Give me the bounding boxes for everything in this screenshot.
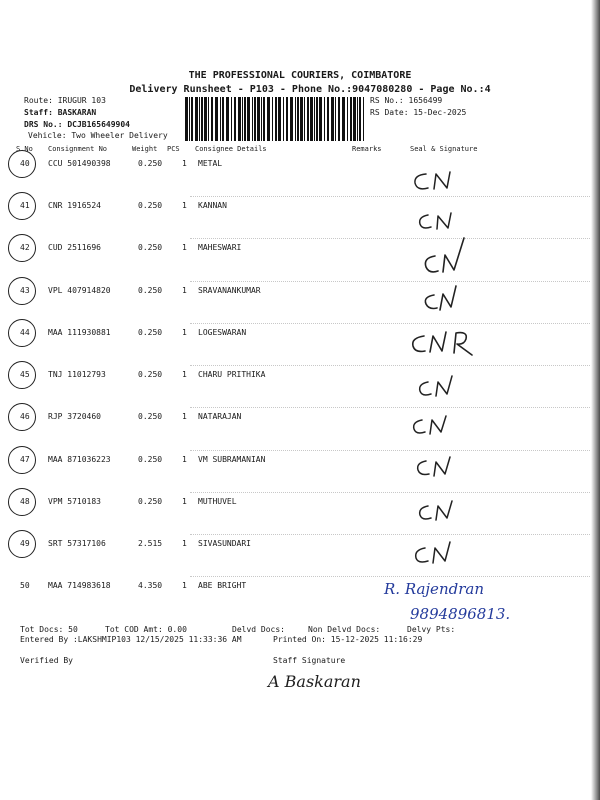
col-weight: Weight bbox=[132, 145, 158, 153]
row-pcs: 1 bbox=[182, 539, 187, 548]
drs-number: DRS No.: DCJB165649904 bbox=[24, 120, 130, 129]
non-delivered-docs: Non Delvd Docs: bbox=[308, 625, 381, 634]
row-weight: 2.515 bbox=[138, 539, 163, 548]
scan-top-border bbox=[0, 0, 600, 4]
row-weight: 0.250 bbox=[138, 455, 163, 464]
row-sno: 47 bbox=[20, 455, 30, 464]
col-consignment: Consignment No bbox=[48, 145, 108, 153]
row-consignee: KANNAN bbox=[198, 201, 227, 210]
table-row bbox=[0, 159, 600, 199]
row-sno: 43 bbox=[20, 286, 30, 295]
row-pcs: 1 bbox=[182, 328, 187, 337]
svg-text:R. Rajendran: R. Rajendran bbox=[384, 580, 484, 598]
row-sno: 40 bbox=[20, 159, 30, 168]
row-separator bbox=[190, 281, 590, 282]
table-row bbox=[0, 412, 600, 452]
vehicle-label: Vehicle: Two Wheeler Delivery bbox=[28, 131, 168, 140]
row-separator bbox=[190, 196, 590, 197]
handwritten-signature bbox=[408, 410, 458, 438]
staff-label: Staff: BASKARAN bbox=[24, 108, 97, 117]
svg-text:A Baskaran: A Baskaran bbox=[268, 672, 361, 691]
row-sno: 45 bbox=[20, 370, 30, 379]
row-consignment: VPL 407914820 bbox=[48, 286, 111, 295]
row-consignee: CHARU PRITHIKA bbox=[198, 370, 266, 379]
row-consignment: MAA 714983618 bbox=[48, 581, 111, 590]
row-sno: 49 bbox=[20, 539, 30, 548]
row-separator bbox=[190, 365, 590, 366]
row-weight: 0.250 bbox=[138, 412, 163, 421]
row-weight: 0.250 bbox=[138, 243, 163, 252]
printed-on: Printed On: 15-12-2025 11:16:29 bbox=[273, 635, 423, 644]
row-separator bbox=[190, 407, 590, 408]
handwritten-signature bbox=[414, 372, 464, 400]
row-weight: 0.250 bbox=[138, 497, 163, 506]
row-consignee: SIVASUNDARI bbox=[198, 539, 251, 548]
table-row bbox=[0, 455, 600, 495]
verified-by-label: Verified By bbox=[20, 656, 73, 665]
row-sno: 46 bbox=[20, 412, 30, 421]
col-sno: S.No bbox=[16, 145, 33, 153]
blue-ink-signature bbox=[382, 576, 544, 624]
col-remarks: Remarks bbox=[352, 145, 382, 153]
table-row bbox=[0, 497, 600, 537]
row-consignment: MAA 871036223 bbox=[48, 455, 111, 464]
row-consignment: CNR 1916524 bbox=[48, 201, 101, 210]
table-row bbox=[0, 370, 600, 410]
rs-number: RS No.: 1656499 bbox=[370, 96, 443, 105]
row-sno: 41 bbox=[20, 201, 30, 210]
row-pcs: 1 bbox=[182, 412, 187, 421]
delivered-docs: Delvd Docs: bbox=[232, 625, 285, 634]
row-consignee: LOGESWARAN bbox=[198, 328, 247, 337]
row-pcs: 1 bbox=[182, 455, 187, 464]
barcode bbox=[183, 97, 366, 141]
row-consignee: VM SUBRAMANIAN bbox=[198, 455, 266, 464]
row-consignment: CUD 2511696 bbox=[48, 243, 101, 252]
row-consignee: MAHESWARI bbox=[198, 243, 242, 252]
col-consignee: Consignee Details bbox=[195, 145, 267, 153]
row-weight: 4.350 bbox=[138, 581, 163, 590]
row-pcs: 1 bbox=[182, 370, 187, 379]
total-cod: Tot COD Amt: 0.00 bbox=[105, 625, 187, 634]
route-label: Route: IRUGUR 103 bbox=[24, 96, 106, 105]
row-sno: 50 bbox=[20, 581, 30, 590]
row-pcs: 1 bbox=[182, 497, 187, 506]
row-consignment: TNJ 11012793 bbox=[48, 370, 106, 379]
table-row bbox=[0, 286, 600, 326]
row-consignee: METAL bbox=[198, 159, 223, 168]
table-row bbox=[0, 328, 600, 368]
handwritten-signature bbox=[410, 168, 460, 194]
rs-date: RS Date: 15-Dec-2025 bbox=[370, 108, 467, 117]
handwritten-signature bbox=[420, 284, 470, 314]
row-consignee: NATARAJAN bbox=[198, 412, 242, 421]
row-consignee: SRAVANANKUMAR bbox=[198, 286, 261, 295]
handwritten-signature bbox=[408, 327, 488, 359]
row-consignee: MUTHUVEL bbox=[198, 497, 237, 506]
svg-text:9894896813.: 9894896813. bbox=[410, 605, 511, 623]
handwritten-signature bbox=[412, 452, 462, 480]
row-pcs: 1 bbox=[182, 286, 187, 295]
row-pcs: 1 bbox=[182, 581, 187, 590]
row-weight: 0.250 bbox=[138, 201, 163, 210]
col-seal-signature: Seal & Signature bbox=[410, 145, 478, 153]
row-consignee: ABE BRIGHT bbox=[198, 581, 247, 590]
row-separator bbox=[190, 323, 590, 324]
runsheet-subtitle: Delivery Runsheet - P103 - Phone No.:9047080280 - Page No.:4 bbox=[129, 84, 491, 95]
row-sno: 42 bbox=[20, 243, 30, 252]
row-weight: 0.250 bbox=[138, 328, 163, 337]
handwritten-signature bbox=[414, 207, 464, 233]
delivery-points: Delvy Pts: bbox=[407, 625, 456, 634]
staff-handwritten-signature bbox=[266, 666, 376, 696]
row-separator bbox=[190, 238, 590, 239]
entered-by: Entered By :LAKSHMIP103 12/15/2025 11:33:36 AM bbox=[20, 635, 242, 644]
row-weight: 0.250 bbox=[138, 286, 163, 295]
row-consignment: SRT 57317106 bbox=[48, 539, 106, 548]
company-title: THE PROFESSIONAL COURIERS, COIMBATORE bbox=[188, 70, 412, 81]
handwritten-signature bbox=[420, 236, 472, 280]
handwritten-signature bbox=[414, 496, 464, 524]
row-consignment: RJP 3720460 bbox=[48, 412, 101, 421]
row-consignment: CCU 501490398 bbox=[48, 159, 111, 168]
staff-signature-label: Staff Signature bbox=[273, 656, 346, 665]
row-separator bbox=[190, 492, 590, 493]
col-pcs: PCS bbox=[167, 145, 180, 153]
table-row bbox=[0, 243, 600, 283]
row-separator bbox=[190, 534, 590, 535]
row-sno: 48 bbox=[20, 497, 30, 506]
handwritten-signature bbox=[410, 538, 462, 568]
total-docs: Tot Docs: 50 bbox=[20, 625, 78, 634]
table-row bbox=[0, 201, 600, 241]
row-separator bbox=[190, 450, 590, 451]
row-consignment: VPM 5710183 bbox=[48, 497, 101, 506]
row-pcs: 1 bbox=[182, 201, 187, 210]
row-pcs: 1 bbox=[182, 159, 187, 168]
row-consignment: MAA 111930881 bbox=[48, 328, 111, 337]
row-weight: 0.250 bbox=[138, 370, 163, 379]
row-pcs: 1 bbox=[182, 243, 187, 252]
table-row bbox=[0, 539, 600, 579]
row-sno: 44 bbox=[20, 328, 30, 337]
row-weight: 0.250 bbox=[138, 159, 163, 168]
